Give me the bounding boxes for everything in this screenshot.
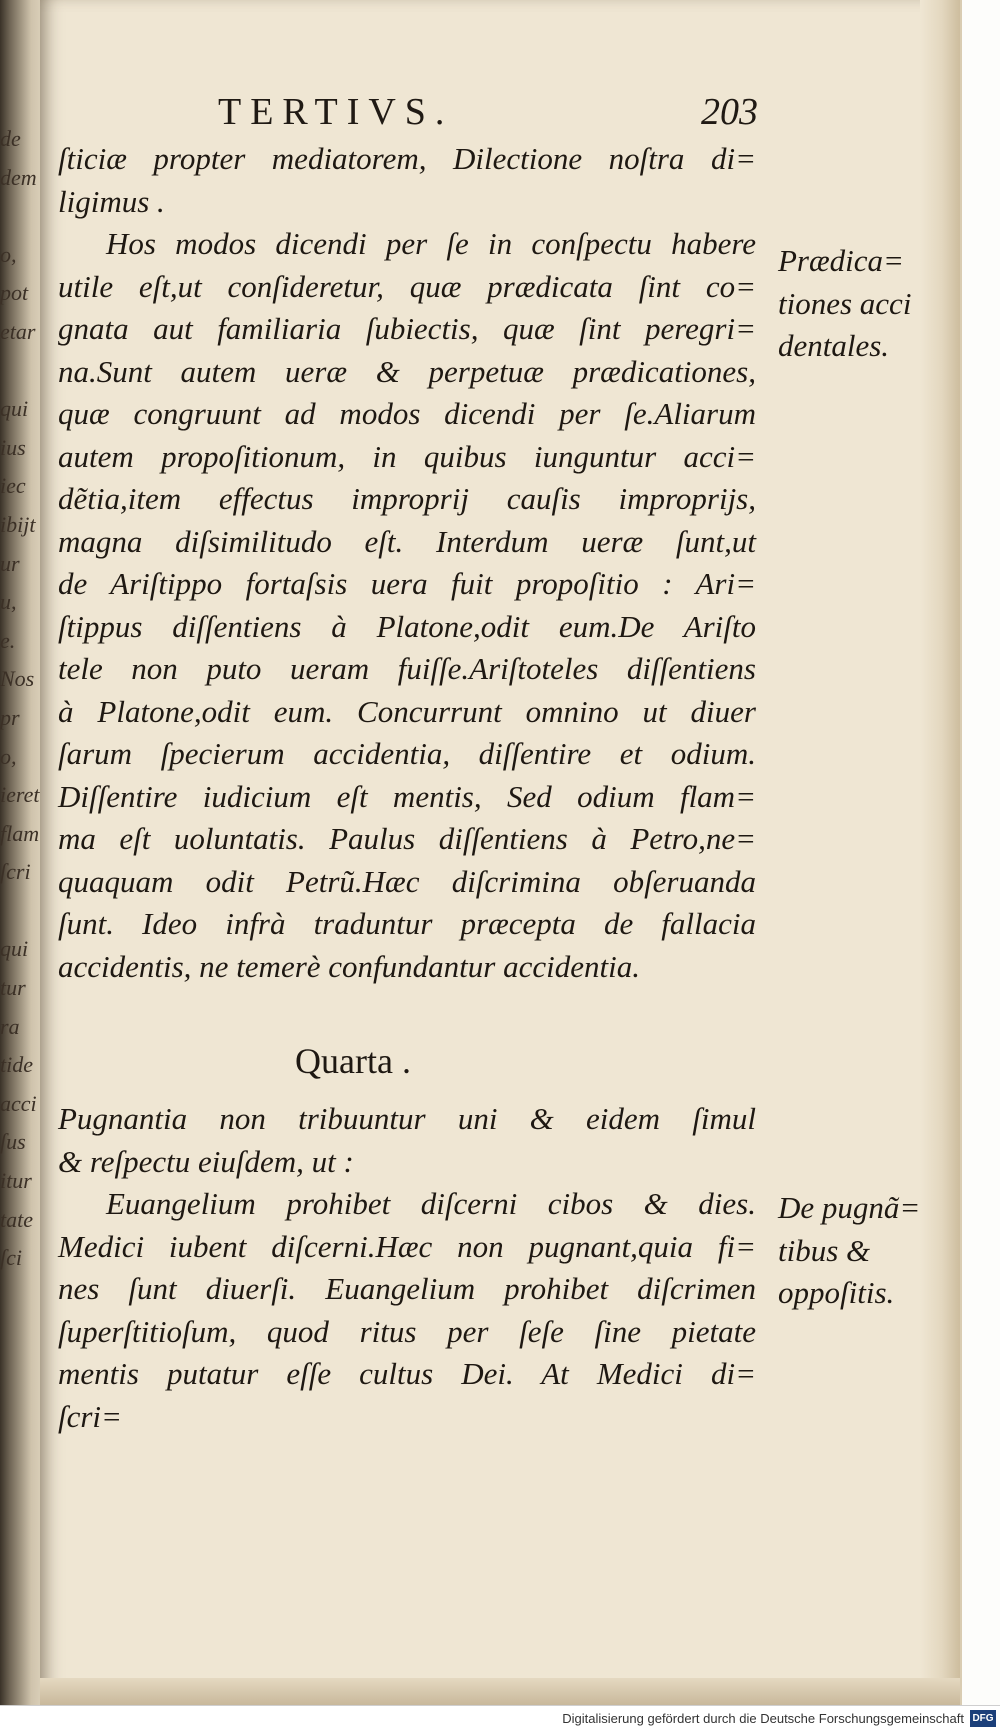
marginal-line: Prædica= — [778, 243, 904, 278]
gutter-fragment: e. — [0, 627, 16, 653]
page-number: 203 — [701, 91, 758, 133]
page-edge-shading — [920, 0, 960, 1705]
marginal-line: tibus & — [778, 1232, 871, 1268]
gutter-fragment: ra — [0, 1013, 20, 1039]
gutter-fragment — [0, 352, 40, 391]
gutter-fragment: tur — [0, 975, 26, 1001]
text-line: Hos modos dicendi per ſe in conſpectu habere — [106, 226, 756, 261]
text-line: Diſſentire iudicium eſt mentis, Sed odium flam= — [58, 778, 756, 814]
gutter-fragment: ſcri — [0, 859, 31, 885]
text-line: ſticiæ propter mediatorem, Dilectione noſtra di= — [58, 141, 756, 176]
text-line: Euangelium prohibet diſcerni cibos & dies. — [106, 1186, 756, 1221]
text-line: Medici iubent diſcerni.Hæc non pugnant,quia fi= — [58, 1228, 756, 1264]
funding-text: Digitalisierung gefördert durch die Deutsche Forschungsgemeinschaft — [562, 1711, 964, 1726]
gutter-fragment: pr — [0, 704, 20, 730]
text-line: ſarum ſpecierum accidentia, diſſentire et odium. — [58, 736, 756, 771]
text-line: dẽtia,item effectus improprij cauſis improprijs, — [58, 481, 756, 516]
gutter-fragment: etar — [0, 318, 36, 344]
page-bottom-edge — [40, 1678, 960, 1705]
text-line: ſunt. Ideo infrà traduntur præcepta de fallacia — [58, 906, 756, 941]
gutter-fragment: dem — [0, 164, 37, 190]
gutter-fragment: ſci — [0, 1245, 22, 1271]
gutter-fragment: ieret — [0, 782, 40, 808]
funding-footer — [0, 1705, 1000, 1732]
marginal-line: oppoſitis. — [778, 1275, 895, 1310]
gutter-fragment: de — [0, 126, 21, 151]
gutter-fragment — [0, 892, 40, 931]
text-line: na.Sunt autem ueræ & perpetuæ prædicationes, — [58, 353, 756, 389]
gutter-fragment: tate — [0, 1206, 33, 1232]
text-line: tele non puto ueram fuiſſe.Ariſtoteles diſſentiens — [58, 651, 756, 686]
gutter-fragment: qui — [0, 936, 29, 962]
gutter-fragment: itur — [0, 1168, 32, 1194]
running-title: TERTIVS. — [218, 91, 454, 133]
text-line: ſuperſtitioſum, quod ritus per ſeſe ſine pietate — [58, 1313, 756, 1349]
gutter-fragment: u, — [0, 589, 17, 615]
text-line: nes ſunt diuerſi. Euangelium prohibet diſcrimen — [58, 1271, 756, 1306]
text-line: ſtippus diſſentiens à Platone,odit eum.De Ariſto — [58, 608, 756, 644]
text-line: mentis putatur eſſe cultus Dei. At Medici di= — [58, 1356, 756, 1391]
gutter-fragment — [0, 197, 40, 236]
text-line: & reſpectu eiuſdem, ut : — [58, 1143, 354, 1179]
text-line: utile eſt,ut conſideretur, quæ prædicata ſint co= — [58, 268, 756, 304]
gutter-fragment: Nos — [0, 666, 35, 692]
gutter-fragment: qui — [0, 396, 29, 422]
text-line: magna diſsimilitudo eſt. Interdum ueræ ſunt,ut — [58, 523, 756, 559]
text-line: gnata aut familiaria ſubiectis, quæ ſint peregri= — [58, 311, 756, 346]
text-line: à Platone,odit eum. Concurrunt omnino ut diuer — [58, 693, 756, 729]
text-line: de Ariſtippo fortaſsis uera fuit propoſitio : Ari= — [58, 566, 756, 601]
gutter-fragment: pot — [0, 280, 29, 306]
text-line: ma eſt uoluntatis. Paulus diſſentiens à Petro,ne= — [58, 821, 756, 856]
gutter-fragment: tide — [0, 1052, 33, 1078]
marginal-line: dentales. — [778, 328, 890, 363]
marginal-note-predications — [778, 240, 911, 368]
page-header — [218, 90, 758, 140]
text-line: accidentis, ne temerè confundantur accidentia. — [58, 948, 640, 984]
marginal-line: tiones acci — [778, 285, 912, 321]
gutter-fragment: ius — [0, 434, 26, 460]
text-line: ſcri= — [58, 1398, 122, 1434]
gutter-fragment: acci — [0, 1090, 37, 1116]
marginal-note-opposites — [778, 1187, 920, 1315]
gutter-fragment: o, — [0, 241, 17, 267]
text-line: quæ congruunt ad modos dicendi per ſe.Aliarum — [58, 396, 756, 431]
marginal-line: De pugnã= — [778, 1190, 921, 1225]
second-text-block — [58, 1098, 756, 1438]
main-text-block — [58, 138, 756, 988]
text-line: ligimus . — [58, 183, 165, 219]
section-heading: Quarta . — [295, 1041, 411, 1081]
gutter-previous-page-fragments — [0, 120, 40, 1600]
text-line: autem propoſitionum, in quibus iunguntur acci= — [58, 438, 756, 474]
text-line: Pugnantia non tribuuntur uni & eidem ſimul — [58, 1101, 756, 1136]
dfg-logo: DFG — [970, 1710, 996, 1727]
gutter-fragment: ur — [0, 550, 20, 576]
gutter-fragment: o, — [0, 743, 17, 769]
gutter-fragment: flam — [0, 820, 40, 846]
gutter-fragment: ſus — [0, 1129, 26, 1155]
text-line: quaquam odit Petrũ.Hæc diſcrimina obſeruanda — [58, 863, 756, 899]
gutter-fragment: iec — [0, 473, 26, 499]
gutter-fragment: ibijt — [0, 511, 36, 537]
